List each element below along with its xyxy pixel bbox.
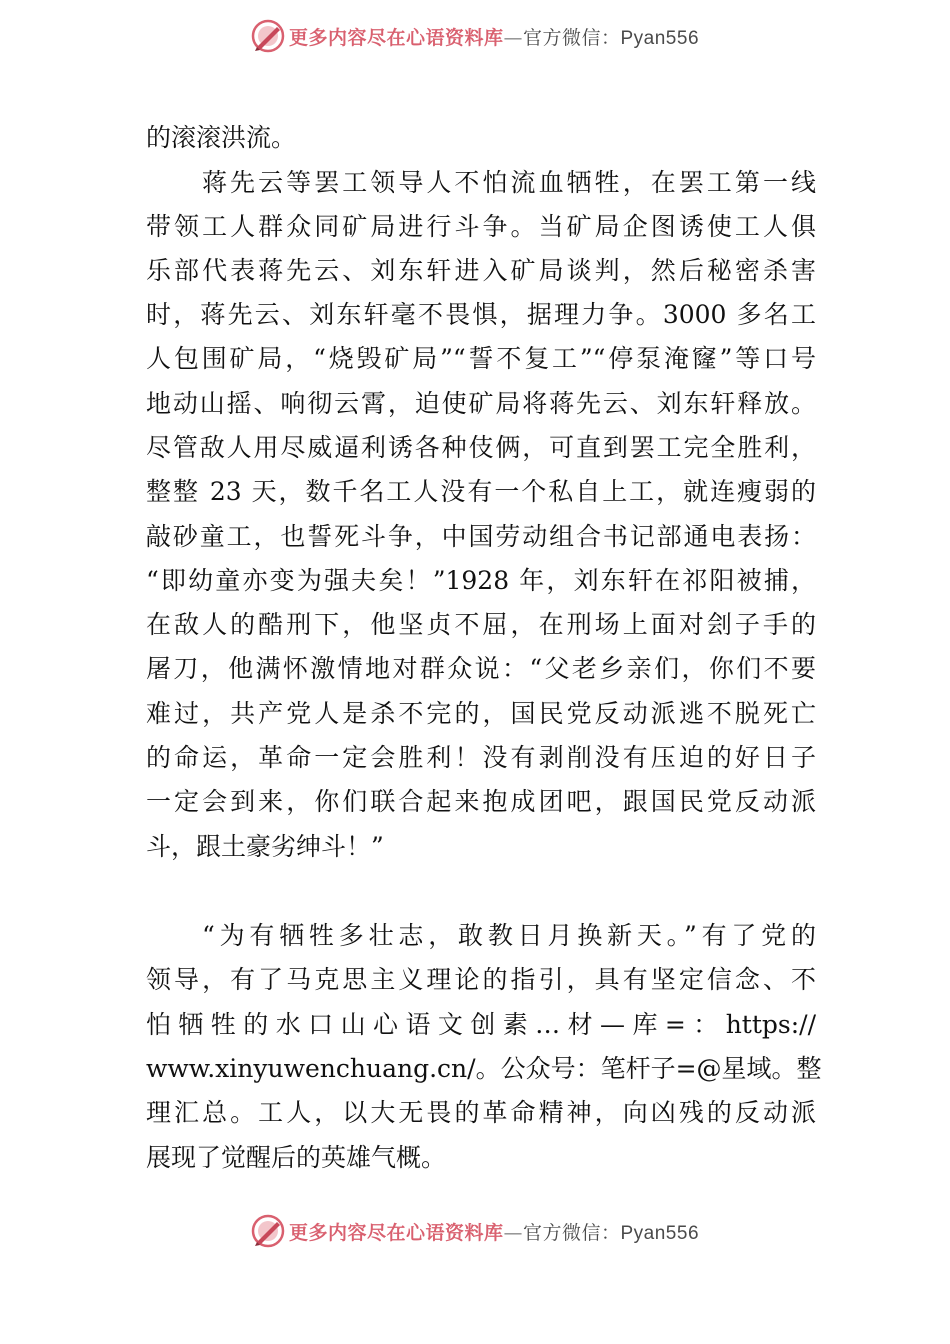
header-brand-text: 更多内容尽在心语资料库 <box>288 26 504 49</box>
text-line-4: 乐部代表蒋先云、刘东轩进入矿局谈判，然后秘密杀害 <box>146 256 816 285</box>
text-line-17: 斗，跟土豪劣绅斗！” <box>146 832 384 861</box>
text-line-12: 在敌人的酷刑下，他坚贞不屈，在刑场上面对刽子手的 <box>146 610 816 639</box>
text-line-13: 屠刀，他满怀激情地对群众说：“父老乡亲们，你们不要 <box>146 654 816 683</box>
text-line-7: 地动山摇、响彻云霄，迫使矿局将蒋先云、刘东轩释放。 <box>146 389 816 418</box>
footer-banner <box>0 1211 950 1251</box>
footer-separator: — <box>503 1221 523 1244</box>
text-line-9: 整整 23 天，数千名工人没有一个私自上工，就连瘦弱的 <box>146 477 816 506</box>
text-line-1: 的滚滚洪流。 <box>146 123 297 152</box>
text-line-22: 理汇总。工人，以大无畏的革命精神，向凶残的反动派 <box>146 1098 816 1127</box>
text-line-6: 人包围矿局，“烧毁矿局”“誓不复工”“停泵淹窿”等口号 <box>146 344 816 373</box>
footer-wechat-label: 官方微信： <box>522 1221 621 1244</box>
footer-brand-text: 更多内容尽在心语资料库 <box>288 1221 504 1244</box>
header-wechat-label: 官方微信： <box>522 26 621 49</box>
text-line-3: 带领工人群众同矿局进行斗争。当矿局企图诱使工人俱 <box>146 212 816 241</box>
header-separator: — <box>503 26 523 49</box>
text-line-19: 领导，有了马克思主义理论的指引，具有坚定信念、不 <box>146 965 816 994</box>
text-line-20: 怕牺牲的水口山心语文创素…材—库=：https:// <box>146 1010 816 1039</box>
text-line-21: www.xinyuwenchuang.cn/。公众号：笔杆子=@星域。整 <box>146 1054 822 1083</box>
text-line-5: 时，蒋先云、刘东轩毫不畏惧，据理力争。3000 多名工 <box>146 300 816 329</box>
text-line-23: 展现了觉醒后的英雄气概。 <box>146 1143 447 1172</box>
text-line-2: 蒋先云等罢工领导人不怕流血牺牲，在罢工第一线 <box>202 168 816 197</box>
header-banner <box>0 16 950 56</box>
text-line-15: 的命运，革命一定会胜利！没有剥削没有压迫的好日子 <box>146 743 816 772</box>
text-line-14: 难过，共产党人是杀不完的，国民党反动派逃不脱死亡 <box>146 699 816 728</box>
text-line-18: “为有牺牲多壮志，敢教日月换新天。”有了党的 <box>202 921 816 950</box>
pen-logo-icon <box>251 19 285 53</box>
text-line-16: 一定会到来，你们联合起来抱成团吧，跟国民党反动派 <box>146 787 816 816</box>
header-wechat-id: Pyan556 <box>620 27 700 49</box>
footer-wechat-id: Pyan556 <box>620 1222 700 1244</box>
text-line-10: 敲砂童工，也誓死斗争，中国劳动组合书记部通电表扬： <box>146 522 816 551</box>
text-line-11: “即幼童亦变为强夫矣！”1928 年，刘东轩在祁阳被捕， <box>146 566 816 595</box>
pen-logo-icon <box>251 1214 285 1248</box>
text-line-8: 尽管敌人用尽威逼利诱各种伎俩，可直到罢工完全胜利， <box>146 433 816 462</box>
